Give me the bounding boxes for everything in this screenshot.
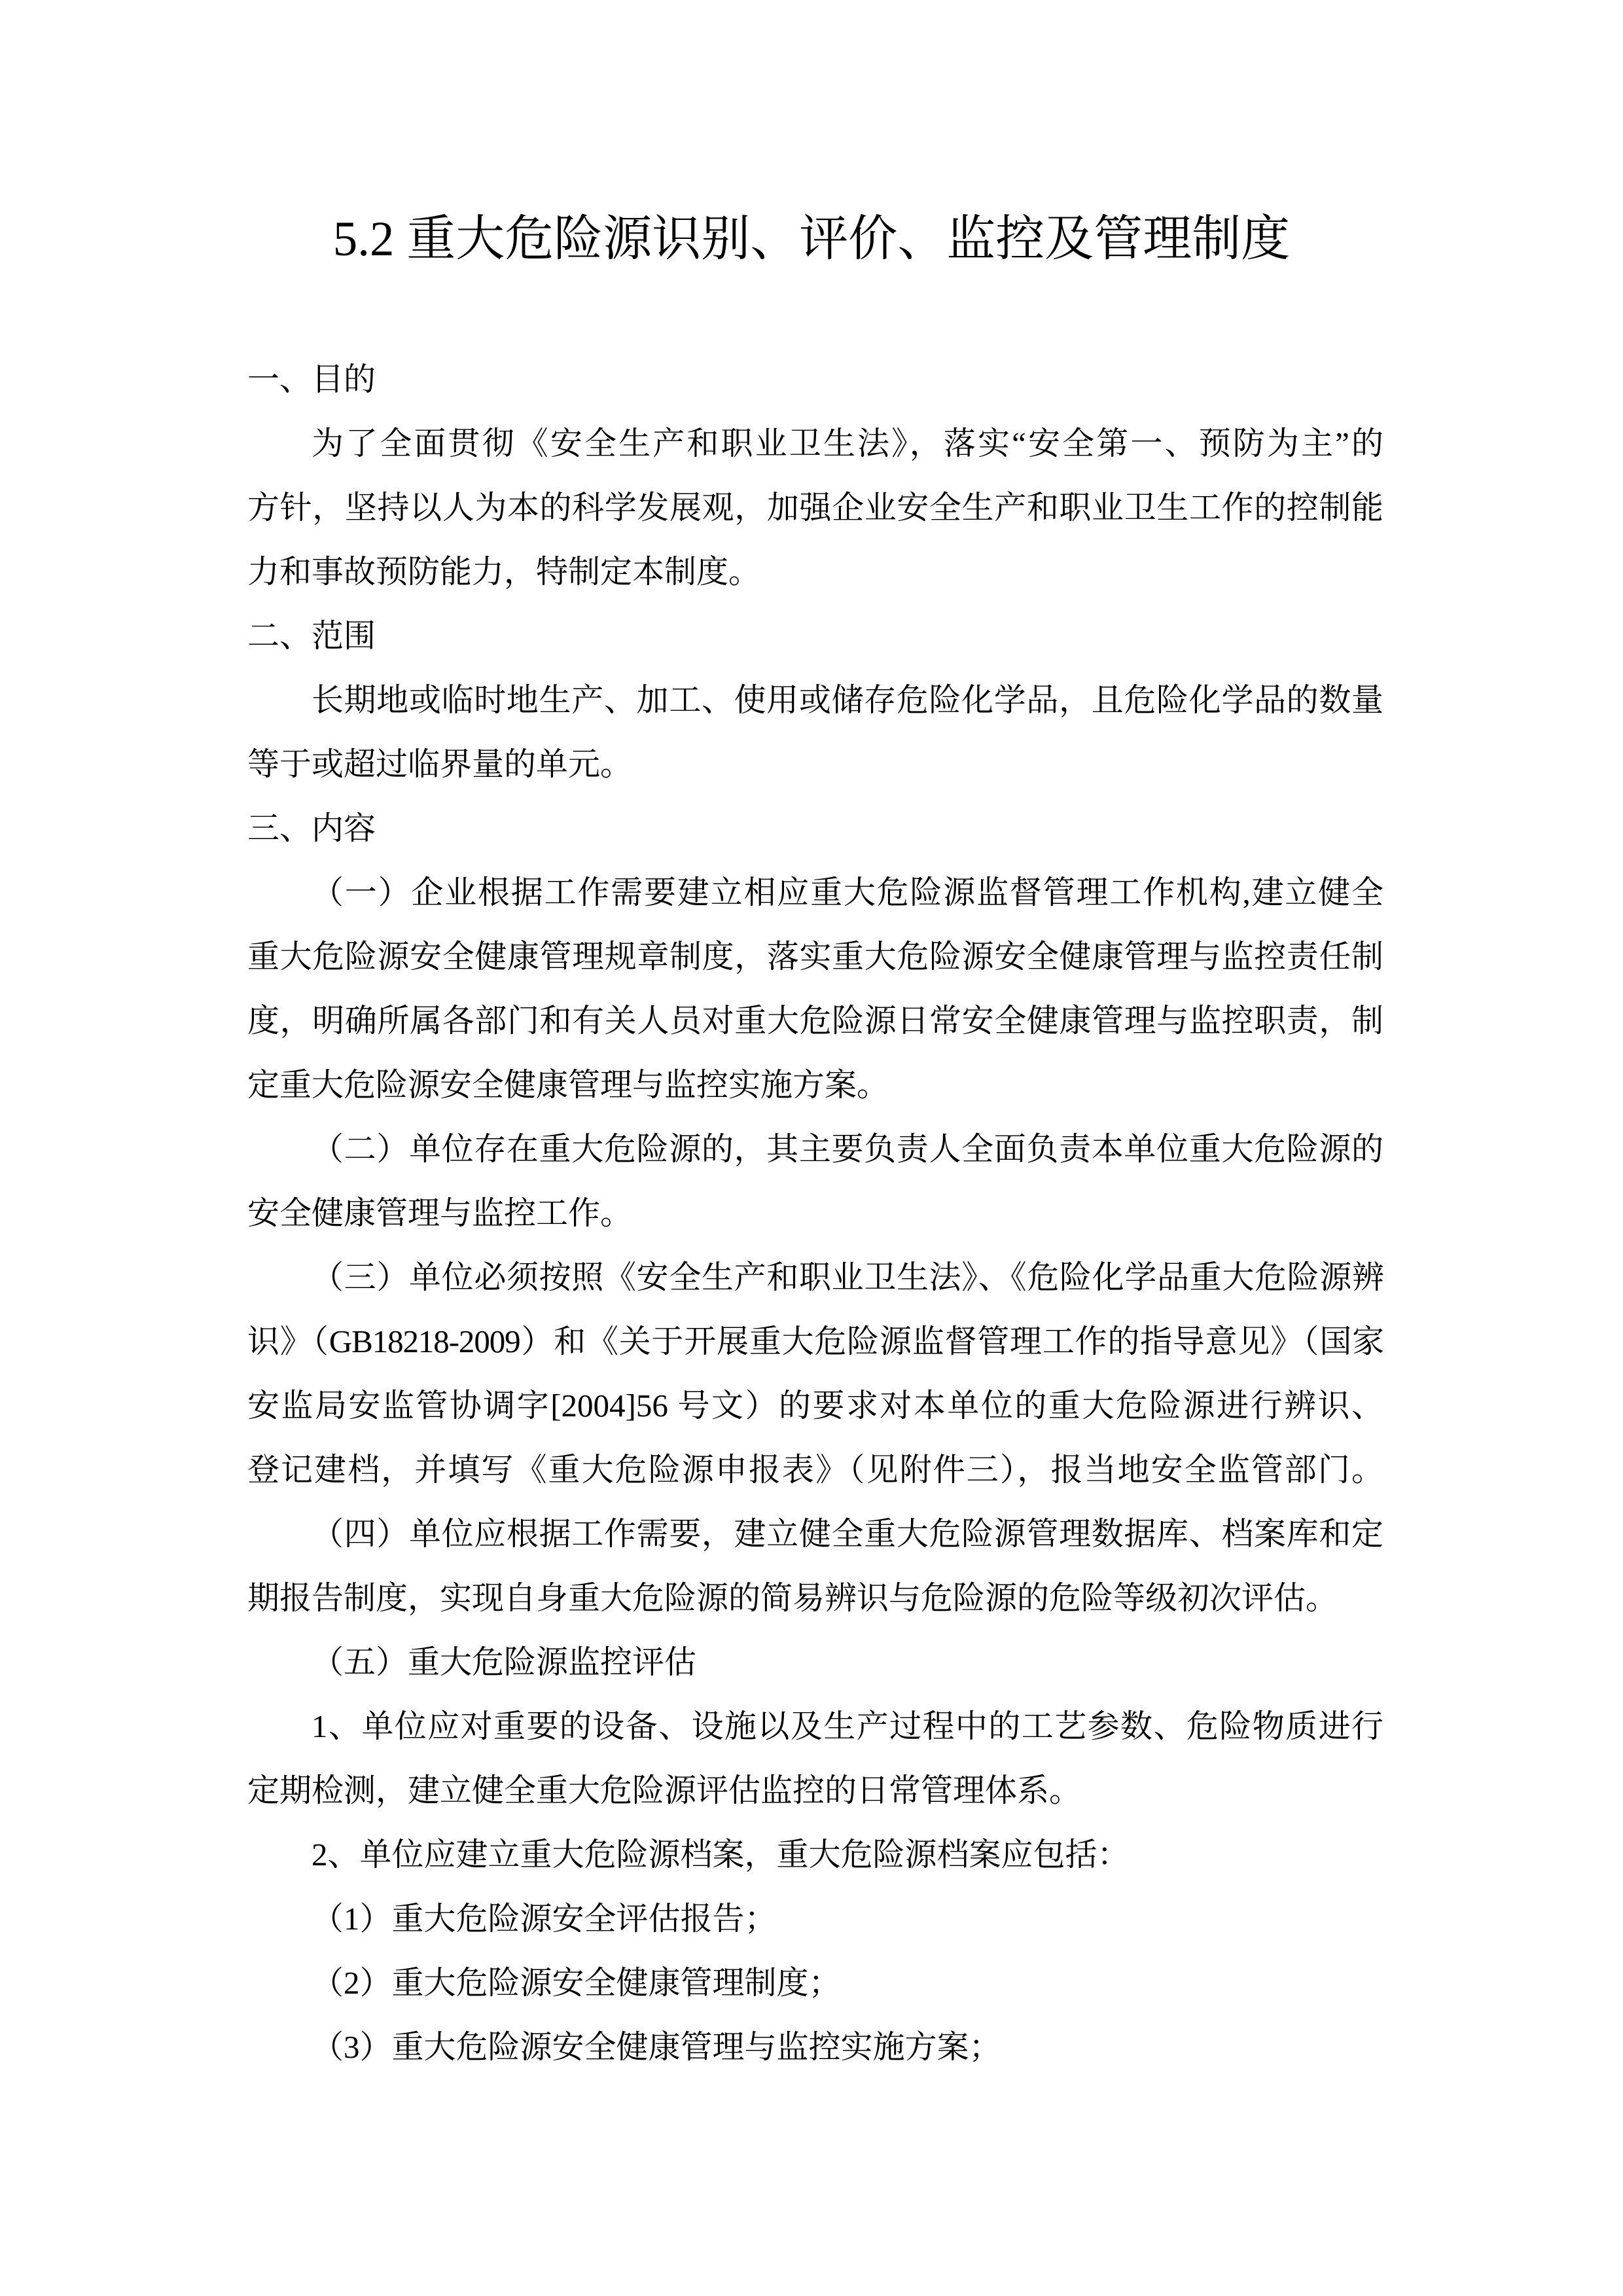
paragraph-line: 等于或超过临界量的单元。 <box>247 746 633 782</box>
paragraph <box>247 1630 1383 1695</box>
paragraph <box>247 1695 1383 1823</box>
section-purpose <box>247 348 1383 604</box>
section-scope <box>247 604 1383 797</box>
paragraph <box>247 1246 1383 1502</box>
paragraph <box>247 668 1383 797</box>
paragraph-line: （一）企业根据工作需要建立相应重大危险源监督管理工作机构,建立健全 <box>312 874 1383 910</box>
paragraph-line: 定重大危险源安全健康管理与监控实施方案。 <box>247 1067 889 1103</box>
paragraph-line: 识》（GB18218-2009）和《关于开展重大危险源监督管理工作的指导意见》（国家 <box>247 1323 1383 1359</box>
paragraph-line: （3）重大危险源安全健康管理与监控实施方案； <box>312 2029 1001 2065</box>
paragraph-line: 2、单位应建立重大危险源档案，重大危险源档案应包括： <box>312 1837 1130 1873</box>
paragraph-line: 期报告制度，实现自身重大危险源的简易辨识与危险源的危险等级初次评估。 <box>247 1580 1338 1616</box>
paragraph <box>247 1502 1383 1630</box>
paragraph-line: 安监局安监管协调字[2004]56 号文）的要求对本单位的重大危险源进行辨识、 <box>247 1388 1383 1424</box>
section-heading-scope: 二、范围 <box>247 618 376 654</box>
paragraph <box>247 412 1383 604</box>
paragraph-line: （2）重大危险源安全健康管理制度； <box>312 1965 841 2001</box>
list-item <box>247 2015 1383 2079</box>
paragraph-line: 定期检测，建立健全重大危险源评估监控的日常管理体系。 <box>247 1772 1082 1808</box>
paragraph-line: 度，明确所属各部门和有关人员对重大危险源日常安全健康管理与监控职责，制 <box>247 1003 1383 1039</box>
paragraph <box>247 1117 1383 1246</box>
paragraph-line: 力和事故预防能力，特制定本制度。 <box>247 554 761 590</box>
section-heading-purpose: 一、目的 <box>247 361 376 397</box>
paragraph-line: 长期地或临时地生产、加工、使用或储存危险化学品，且危险化学品的数量 <box>312 682 1383 718</box>
document-body <box>247 348 1383 2079</box>
paragraph-line: 重大危险源安全健康管理规章制度，落实重大危险源安全健康管理与监控责任制 <box>247 939 1383 975</box>
paragraph-line: 安全健康管理与监控工作。 <box>247 1195 633 1231</box>
paragraph-line: 1、单位应对重要的设备、设施以及生产过程中的工艺参数、危险物质进行 <box>312 1708 1383 1744</box>
paragraph-line: 为了全面贯彻《安全生产和职业卫生法》，落实“安全第一、预防为主”的 <box>312 425 1383 461</box>
paragraph-line: （二）单位存在重大危险源的，其主要负责人全面负责本单位重大危险源的 <box>312 1131 1383 1167</box>
paragraph-line: 方针，坚持以人为本的科学发展观，加强企业安全生产和职业卫生工作的控制能 <box>247 490 1383 526</box>
paragraph <box>247 1823 1383 1887</box>
list-item <box>247 1951 1383 2015</box>
paragraph-line: （四）单位应根据工作需要，建立健全重大危险源管理数据库、档案库和定 <box>312 1516 1383 1552</box>
paragraph-line: （三）单位必须按照《安全生产和职业卫生法》、《危险化学品重大危险源辨 <box>312 1259 1383 1295</box>
list-item <box>247 1887 1383 1951</box>
section-heading-content: 三、内容 <box>247 810 376 846</box>
paragraph-line: （五）重大危险源监控评估 <box>312 1644 697 1680</box>
paragraph-line: （1）重大危险源安全评估报告； <box>312 1901 777 1937</box>
paragraph-line: 登记建档，并填写《重大危险源申报表》（见附件三），报当地安全监管部门。 <box>247 1452 1383 1488</box>
page-title: 5.2 重大危险源识别、评价、监控及管理制度 <box>332 212 1291 266</box>
section-content <box>247 797 1383 2079</box>
paragraph <box>247 861 1383 1117</box>
